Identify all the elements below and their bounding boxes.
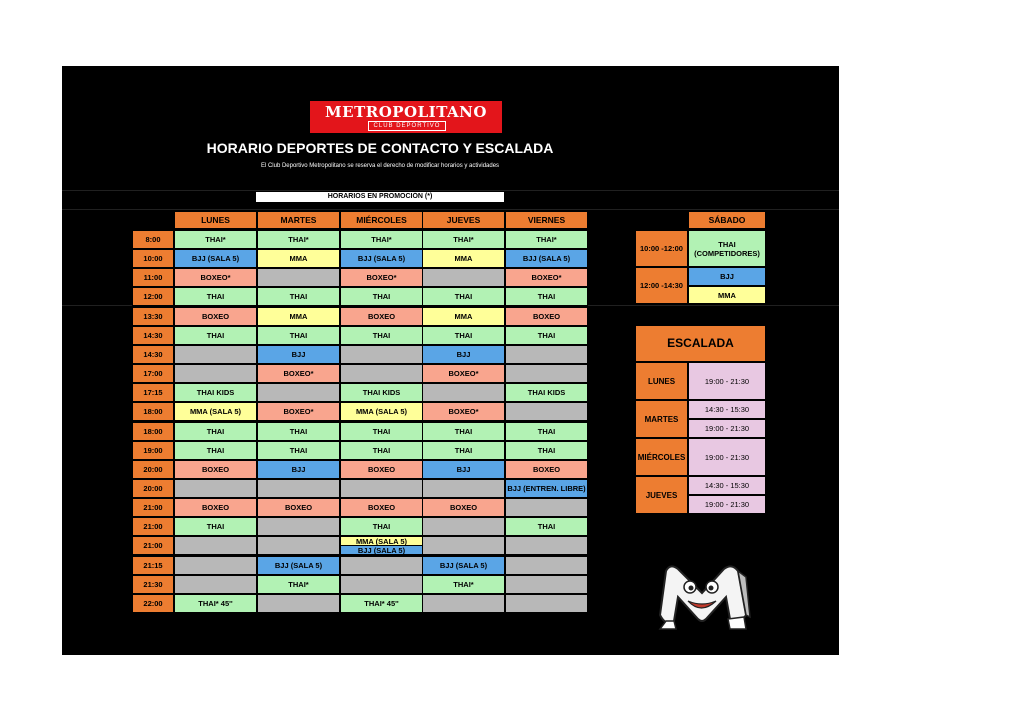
- time-slot: 21:00: [132, 517, 174, 536]
- class-cell: MMA: [422, 307, 505, 326]
- class-cell: BOXEO: [422, 498, 505, 517]
- class-cell: BOXEO*: [174, 268, 257, 287]
- time-slot: 17:00: [132, 364, 174, 383]
- day-header: MIÉRCOLES: [340, 211, 423, 229]
- day-header: MARTES: [257, 211, 340, 229]
- class-cell: BJJ: [422, 345, 505, 364]
- divider: [62, 190, 839, 191]
- class-cell: THAI: [422, 422, 505, 441]
- class-cell: THAI: [505, 287, 588, 306]
- class-cell: THAI: [174, 287, 257, 306]
- class-cell: THAI: [505, 517, 588, 536]
- class-cell: BJJ (SALA 5): [341, 546, 422, 555]
- time-slot: 14:30: [132, 345, 174, 364]
- class-cell: BOXEO*: [340, 268, 423, 287]
- class-cell: THAI: [340, 422, 423, 441]
- class-cell: [174, 364, 257, 383]
- time-slot: 21:15: [132, 556, 174, 575]
- class-cell: BJJ (SALA 5): [174, 249, 257, 268]
- class-cell: BOXEO: [174, 307, 257, 326]
- class-cell: THAI: [174, 441, 257, 460]
- class-cell: [257, 594, 340, 613]
- class-cell: [422, 383, 505, 402]
- class-cell: [422, 479, 505, 498]
- time-slot: 18:00: [132, 402, 174, 421]
- climbing-time: 14:30 - 15:30: [688, 476, 766, 495]
- climbing-time: 19:00 - 21:30: [688, 362, 766, 400]
- class-cell: BOXEO: [505, 460, 588, 479]
- class-cell: THAI: [257, 422, 340, 441]
- class-cell: [340, 345, 423, 364]
- class-cell: [422, 517, 505, 536]
- saturday-class: BJJ: [688, 267, 766, 286]
- class-cell: THAI*: [174, 230, 257, 249]
- class-cell: [505, 402, 588, 421]
- class-cell: [340, 479, 423, 498]
- saturday-time: 12:00 -14:30: [635, 267, 688, 304]
- class-cell: THAI* 45'': [340, 594, 423, 613]
- class-cell: BJJ (SALA 5): [340, 249, 423, 268]
- saturday-time: 10:00 -12:00: [635, 230, 688, 267]
- class-cell: BOXEO*: [257, 402, 340, 421]
- class-cell: [257, 517, 340, 536]
- climbing-time: 19:00 - 21:30: [688, 495, 766, 514]
- logo-title: METROPOLITANO: [325, 103, 487, 121]
- climbing-day: LUNES: [635, 362, 688, 400]
- class-cell: BOXEO: [340, 498, 423, 517]
- climbing-day: MARTES: [635, 400, 688, 438]
- day-header: JUEVES: [422, 211, 505, 229]
- class-cell: THAI KIDS: [340, 383, 423, 402]
- climbing-title: ESCALADA: [635, 325, 766, 362]
- class-cell: THAI: [174, 326, 257, 345]
- class-cell: THAI: [422, 441, 505, 460]
- class-cell: BJJ (ENTREN. LIBRE): [505, 479, 588, 498]
- class-cell: THAI*: [340, 230, 423, 249]
- class-cell: [257, 479, 340, 498]
- time-slot: 11:00: [132, 268, 174, 287]
- class-cell: THAI: [340, 517, 423, 536]
- class-cell: THAI*: [505, 230, 588, 249]
- climbing-day: JUEVES: [635, 476, 688, 514]
- class-cell: [422, 536, 505, 555]
- class-cell: [422, 268, 505, 287]
- class-cell: THAI*: [422, 575, 505, 594]
- class-cell: THAI: [340, 287, 423, 306]
- climbing-time: 19:00 - 21:30: [688, 419, 766, 438]
- class-cell: THAI* 45'': [174, 594, 257, 613]
- day-header: LUNES: [174, 211, 257, 229]
- class-cell: BJJ: [257, 345, 340, 364]
- class-cell: [505, 345, 588, 364]
- page-title: HORARIO DEPORTES DE CONTACTO Y ESCALADA: [206, 140, 554, 156]
- time-slot: 13:30: [132, 307, 174, 326]
- time-slot: 19:00: [132, 441, 174, 460]
- time-slot: 21:00: [132, 536, 174, 555]
- class-cell: MMA: [257, 249, 340, 268]
- class-cell: THAI: [174, 422, 257, 441]
- club-logo: [310, 101, 502, 133]
- class-cell: [174, 536, 257, 555]
- class-cell: BOXEO: [174, 498, 257, 517]
- class-cell: [340, 575, 423, 594]
- class-cell: THAI*: [257, 230, 340, 249]
- promo-label: HORARIOS EN PROMOCIÓN (*): [256, 192, 504, 202]
- saturday-header: SÁBADO: [688, 211, 766, 229]
- divider: [62, 209, 839, 210]
- class-cell: THAI: [505, 326, 588, 345]
- class-cell: THAI: [174, 517, 257, 536]
- climbing-day: MIÉRCOLES: [635, 438, 688, 476]
- class-cell: BOXEO: [340, 307, 423, 326]
- climbing-time: 14:30 - 15:30: [688, 400, 766, 419]
- class-cell: BOXEO*: [422, 402, 505, 421]
- class-cell: [505, 575, 588, 594]
- climbing-time: 19:00 - 21:30: [688, 438, 766, 476]
- class-cell: [505, 364, 588, 383]
- day-header: VIERNES: [505, 211, 588, 229]
- mascot-m-icon: [652, 557, 752, 635]
- class-cell: THAI: [257, 287, 340, 306]
- class-cell: BOXEO*: [422, 364, 505, 383]
- saturday-class: MMA: [688, 286, 766, 304]
- class-cell: MMA: [257, 307, 340, 326]
- class-cell: [257, 536, 340, 555]
- class-cell: BOXEO: [174, 460, 257, 479]
- class-cell: BJJ (SALA 5): [422, 556, 505, 575]
- time-slot: 17:15: [132, 383, 174, 402]
- time-slot: 22:00: [132, 594, 174, 613]
- class-cell: THAI*: [257, 575, 340, 594]
- class-cell: THAI: [505, 441, 588, 460]
- class-cell: BJJ (SALA 5): [505, 249, 588, 268]
- time-slot: 21:00: [132, 498, 174, 517]
- class-cell: [505, 594, 588, 613]
- class-cell: THAI KIDS: [174, 383, 257, 402]
- class-cell: [505, 556, 588, 575]
- class-cell: [505, 498, 588, 517]
- class-cell-split: [340, 536, 423, 555]
- class-cell: BOXEO*: [257, 364, 340, 383]
- class-cell: [422, 594, 505, 613]
- class-cell: [257, 268, 340, 287]
- class-cell: MMA (SALA 5): [340, 402, 423, 421]
- class-cell: [174, 575, 257, 594]
- time-slot: 12:00: [132, 287, 174, 306]
- class-cell: THAI: [505, 422, 588, 441]
- class-cell: BOXEO: [340, 460, 423, 479]
- class-cell: [257, 383, 340, 402]
- class-cell: THAI: [422, 287, 505, 306]
- class-cell: MMA: [422, 249, 505, 268]
- class-cell: [174, 556, 257, 575]
- time-slot: 21:30: [132, 575, 174, 594]
- class-cell: BOXEO: [257, 498, 340, 517]
- time-slot: 20:00: [132, 479, 174, 498]
- class-cell: MMA (SALA 5): [174, 402, 257, 421]
- class-cell: BJJ (SALA 5): [257, 556, 340, 575]
- class-cell: THAI*: [422, 230, 505, 249]
- saturday-class: THAI (COMPETIDORES): [688, 230, 766, 267]
- class-cell: THAI: [257, 326, 340, 345]
- class-cell: THAI: [422, 326, 505, 345]
- class-cell: THAI: [340, 441, 423, 460]
- logo-subtitle: CLUB DEPORTIVO: [368, 121, 446, 131]
- time-slot: 8:00: [132, 230, 174, 249]
- time-slot: 14:30: [132, 326, 174, 345]
- class-cell: [340, 364, 423, 383]
- class-cell: BOXEO: [505, 307, 588, 326]
- time-slot: 18:00: [132, 422, 174, 441]
- class-cell: BJJ: [422, 460, 505, 479]
- class-cell: [174, 479, 257, 498]
- disclaimer: El Club Deportivo Metropolitano se reserva el derecho de modificar horarios y actividades: [260, 163, 500, 169]
- class-cell: [174, 345, 257, 364]
- class-cell: BJJ: [257, 460, 340, 479]
- class-cell: THAI KIDS: [505, 383, 588, 402]
- class-cell: [340, 556, 423, 575]
- class-cell: [505, 536, 588, 555]
- class-cell: MMA (SALA 5): [341, 537, 422, 546]
- class-cell: THAI: [257, 441, 340, 460]
- time-slot: 20:00: [132, 460, 174, 479]
- class-cell: BOXEO*: [505, 268, 588, 287]
- time-slot: 10:00: [132, 249, 174, 268]
- class-cell: THAI: [340, 326, 423, 345]
